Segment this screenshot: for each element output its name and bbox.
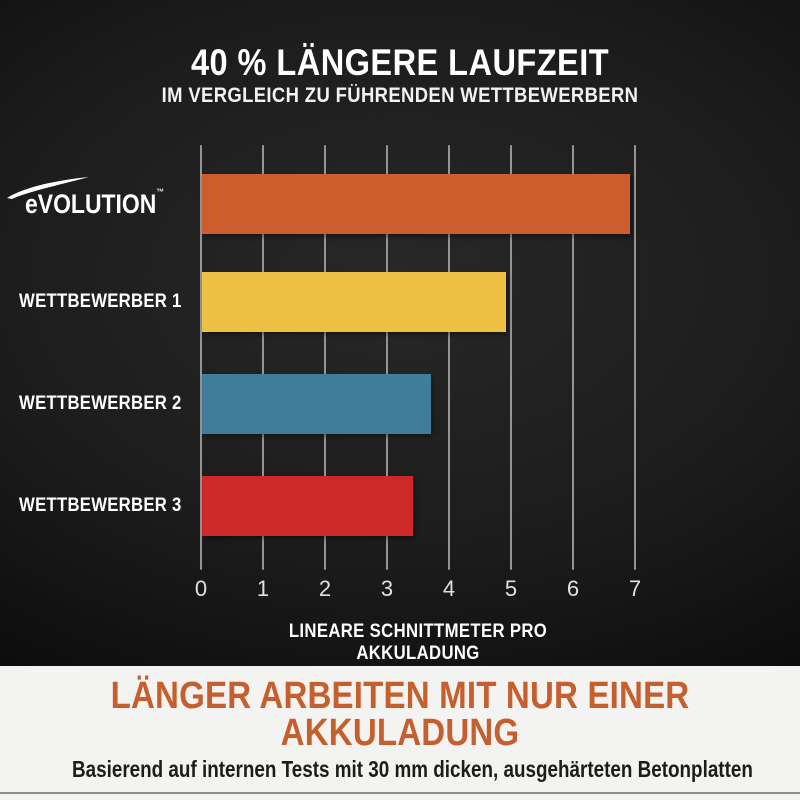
x-axis-tick-label: 1 <box>256 576 270 601</box>
x-axis-tick-label: 7 <box>628 576 642 601</box>
x-axis-tick-label: 4 <box>442 576 456 601</box>
footer-banner <box>0 666 800 800</box>
chart-gridline <box>634 145 636 570</box>
x-axis-tick-label: 6 <box>566 576 580 601</box>
category-label-wettbewerber-2: WETTBEWERBER 2 <box>19 393 182 414</box>
evolution-logo-lockup <box>11 186 189 220</box>
category-label-wettbewerber-3: WETTBEWERBER 3 <box>19 495 182 516</box>
footer-headline: LÄNGER ARBEITEN MIT NUR EINER AKKULADUNG <box>110 675 690 754</box>
x-axis-tick-label: 5 <box>504 576 518 601</box>
bar-wettbewerber-3 <box>202 476 413 536</box>
footer-note: Basierend auf internen Tests mit 30 mm dicken, ausgehärteten Betonplatten <box>72 756 753 782</box>
x-axis-tick-label: 3 <box>380 576 394 601</box>
category-label-wettbewerber-1: WETTBEWERBER 1 <box>19 291 182 312</box>
bottom-divider <box>0 792 800 794</box>
trademark-mark: ™ <box>156 186 165 197</box>
bar-wettbewerber-1 <box>202 272 506 332</box>
evolution-logo <box>8 174 192 234</box>
x-axis-tick-label: 0 <box>194 576 208 601</box>
bar-wettbewerber-2 <box>202 374 431 434</box>
x-axis-tick-label: 2 <box>318 576 332 601</box>
x-axis-label: LINEARE SCHNITTMETER PRO AKKULADUNG <box>288 621 548 664</box>
logo-text: eVOLUTION™ <box>25 186 165 219</box>
page-title: 40 % LÄNGERE LAUFZEIT <box>190 42 610 83</box>
page-subtitle: IM VERGLEICH ZU FÜHRENDEN WETTBEWERBERN <box>161 84 639 107</box>
bar-evolution <box>202 174 630 234</box>
